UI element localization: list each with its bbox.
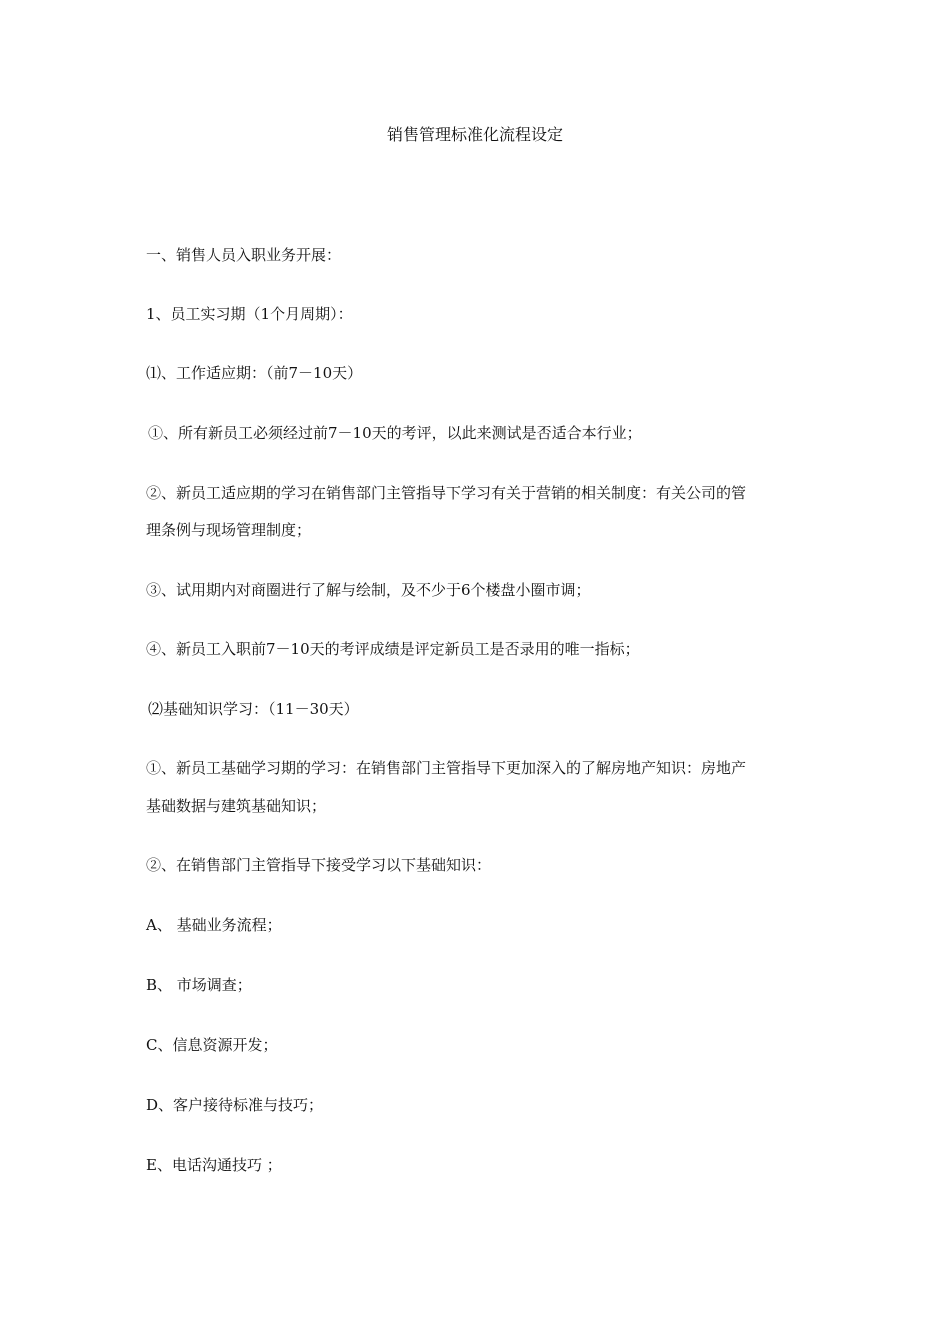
paragraph-line: ③、试用期内对商圈进行了解与绘制，及不少于6个楼盘小圈市调； bbox=[146, 581, 591, 599]
paragraph-line: ①、所有新员工必须经过前7－10天的考评，以此来测试是否适合本行业； bbox=[148, 424, 642, 442]
paragraph-line: ②、在销售部门主管指导下接受学习以下基础知识： bbox=[146, 856, 492, 874]
paragraph-line: ①、新员工基础学习期的学习：在销售部门主管指导下更加深入的了解房地产知识：房地产 bbox=[146, 759, 747, 777]
list-item: C、信息资源开发； bbox=[146, 1036, 278, 1054]
subsection-item-heading: ⑴、工作适应期：（前7－10天） bbox=[146, 364, 363, 382]
paragraph-line: ④、新员工入职前7－10天的考评成绩是评定新员工是否录用的唯一指标； bbox=[146, 640, 640, 658]
list-item: A、 基础业务流程； bbox=[146, 916, 282, 934]
subsection-item-heading: ⑵基础知识学习：（11－30天） bbox=[148, 700, 359, 718]
paragraph-line: 理条例与现场管理制度； bbox=[146, 521, 312, 539]
list-item: E、电话沟通技巧 ； bbox=[146, 1156, 282, 1174]
paragraph-line: ②、新员工适应期的学习在销售部门主管指导下学习有关于营销的相关制度：有关公司的管 bbox=[146, 484, 747, 502]
subsection-heading: 1、员工实习期（1个月周期）： bbox=[146, 305, 353, 323]
list-item: B、 市场调查； bbox=[146, 976, 252, 994]
document-title: 销售管理标准化流程设定 bbox=[386, 125, 563, 144]
paragraph-line: 基础数据与建筑基础知识； bbox=[146, 797, 327, 815]
list-item: D、客户接待标准与技巧； bbox=[146, 1096, 324, 1114]
section-heading: 一、销售人员入职业务开展： bbox=[146, 246, 342, 264]
